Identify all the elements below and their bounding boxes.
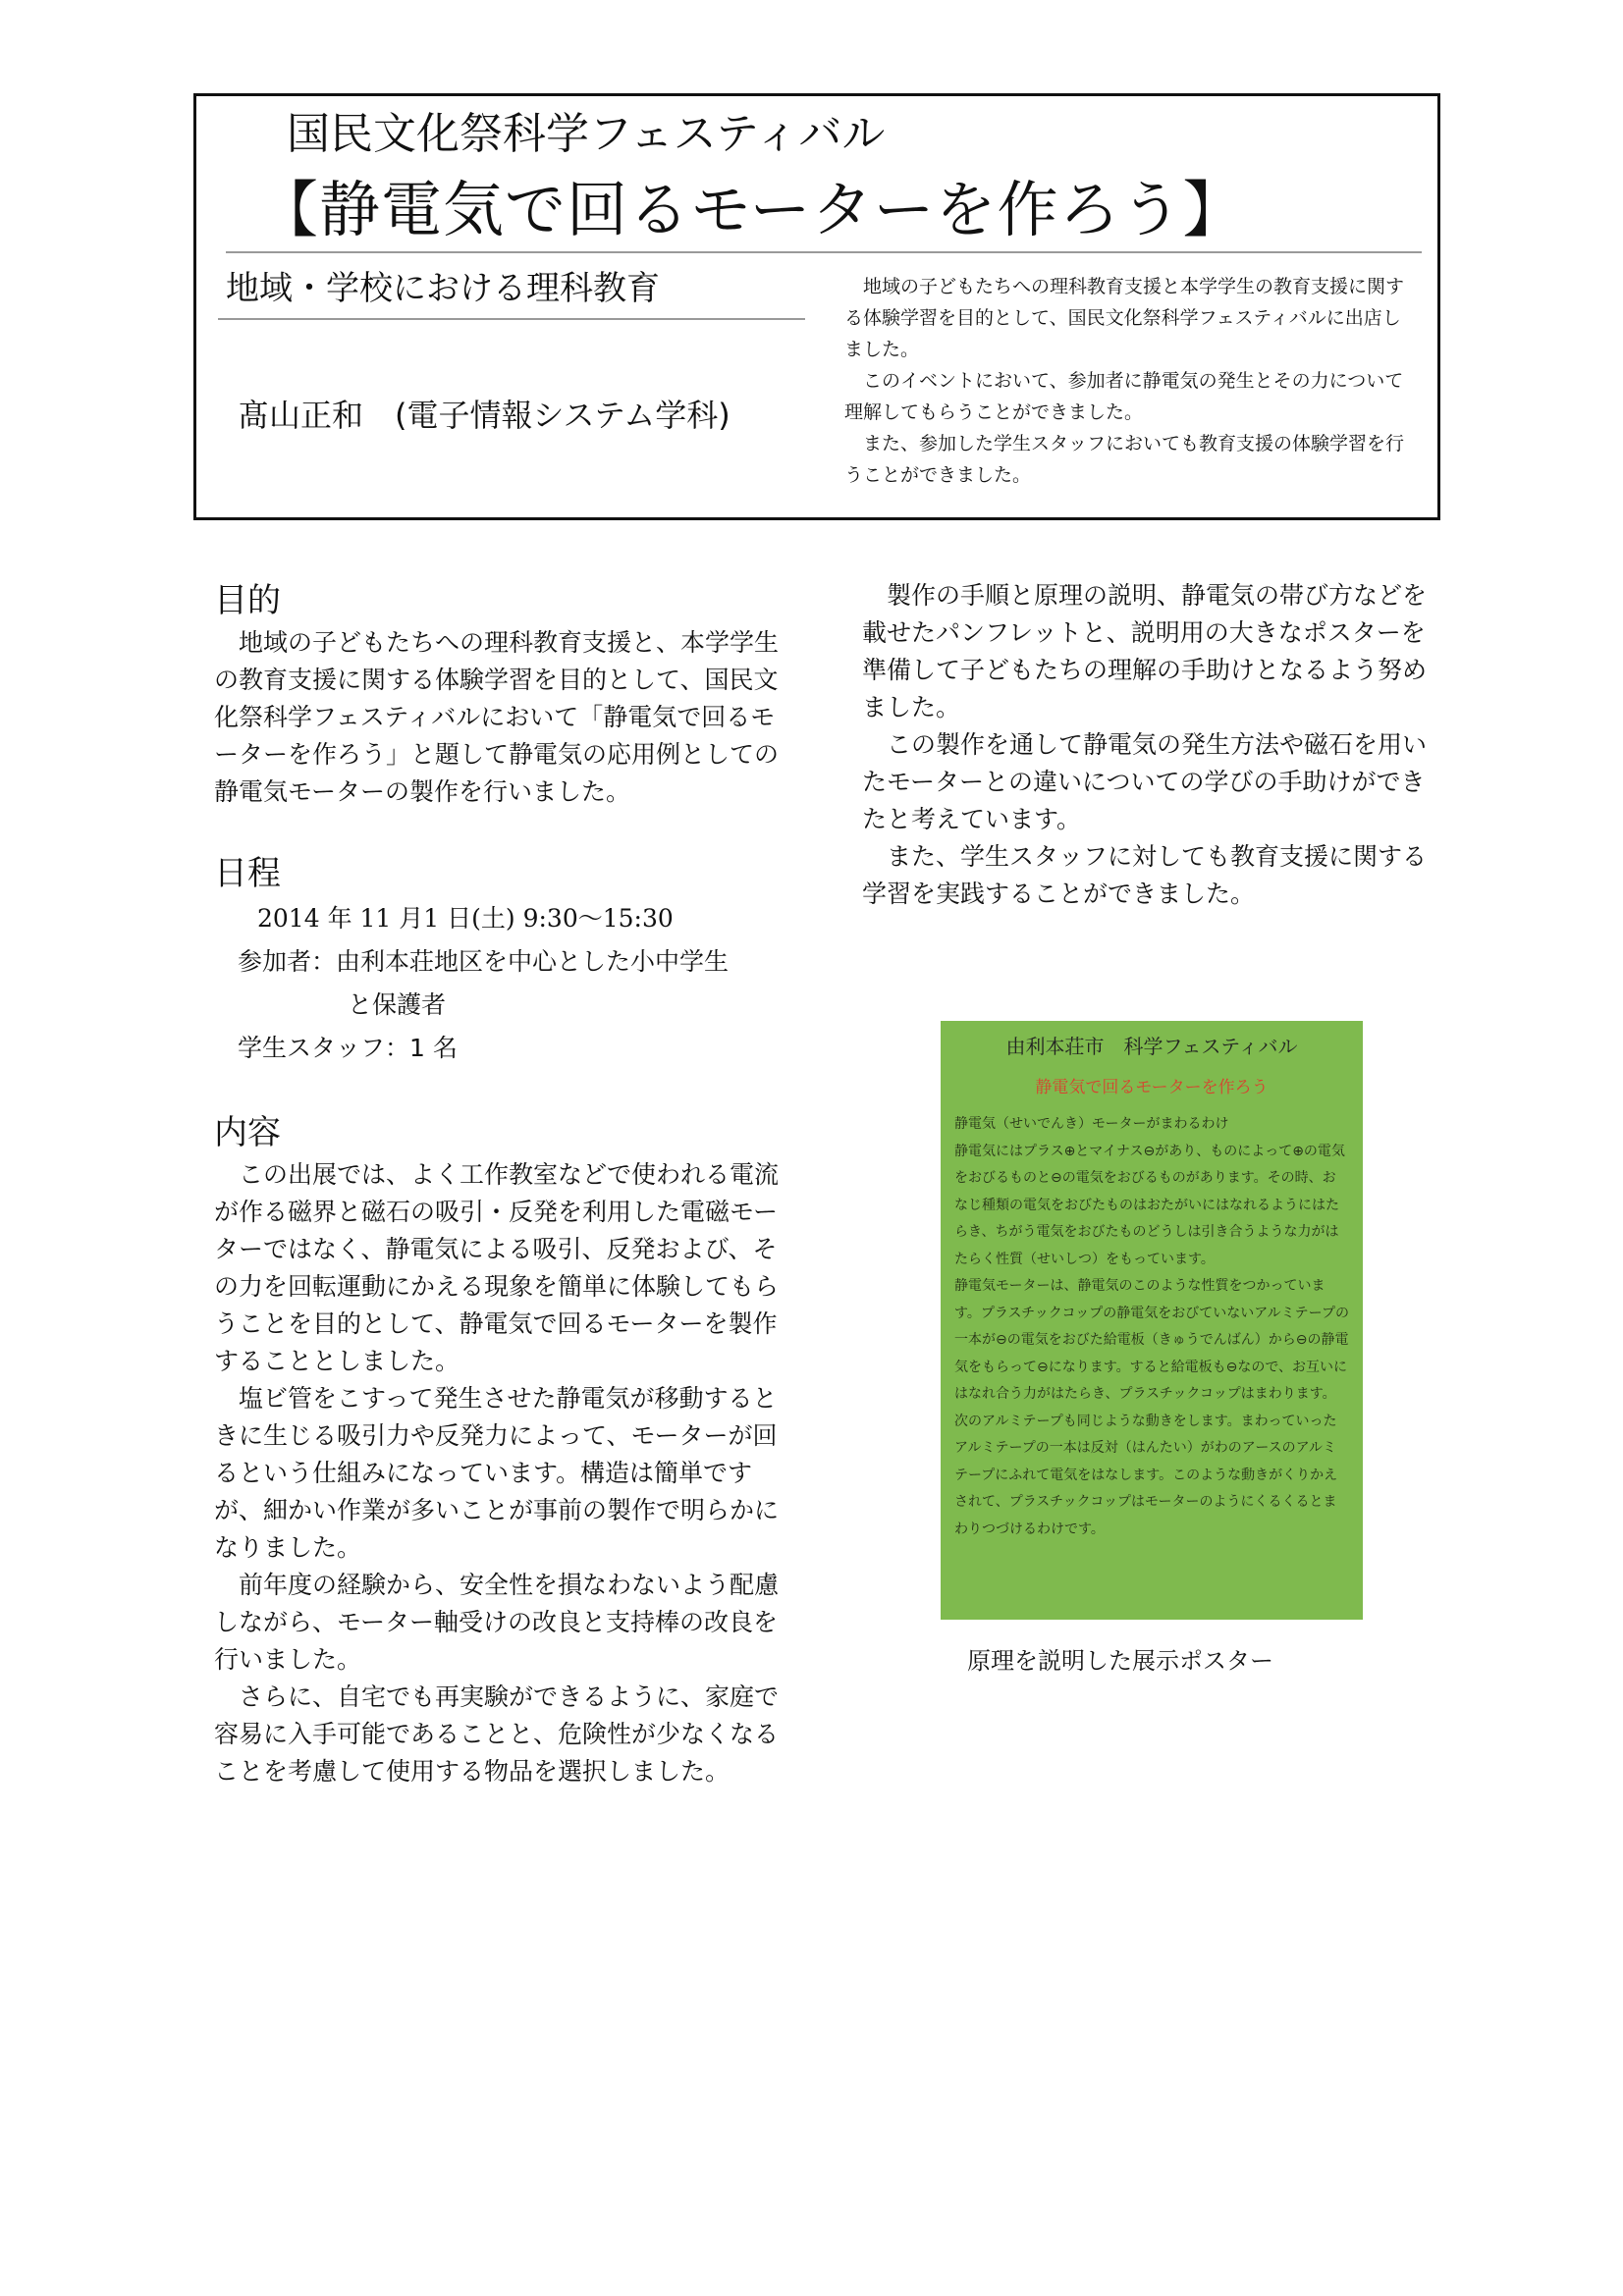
right-paragraph: また、学生スタッフに対しても教育支援に関する学習を実践することができました。	[862, 842, 1428, 908]
schedule-participants: 参加者：由利本荘地区を中心とした小中学生	[238, 947, 730, 976]
purpose-paragraph: 地域の子どもたちへの理科教育支援と、本学学生の教育支援に関する体験学習を目的として、国民文化祭科学フェスティバルにおいて「静電気で回るモーターを作ろう」と題して静電気の応用例としての静電気モーターの製作を行いました。	[214, 628, 780, 806]
poster-photo	[941, 1021, 1363, 1620]
content-paragraph: この出展では、よく工作教室などで使われる電流が作る磁界と磁石の吸引・反発を利用した電磁モーターではなく、静電気による吸引、反発および、その力を回転運動にかえる現象を簡単に体験してもらうことを目的として、静電気で回るモーターを製作することとしました。	[214, 1160, 780, 1375]
content-paragraph: 前年度の経験から、安全性を損なわないよう配慮しながら、モーター軸受けの改良と支持棒の改良を行いました。	[214, 1571, 780, 1674]
event-name: 国民文化祭科学フェスティバル	[287, 109, 886, 159]
schedule-participants-cont: と保護者	[348, 990, 447, 1019]
poster-title: 由利本荘市 科学フェスティバル	[1005, 1035, 1298, 1058]
content-paragraph: さらに、自宅でも再実験ができるように、家庭で容易に入手可能であることと、危険性が少なくなることを考慮して使用する物品を選択しました。	[214, 1682, 780, 1786]
purpose-heading: 目的	[214, 581, 281, 620]
schedule-date: 2014 年 11 月1 日(土) 9:30〜15:30	[257, 904, 674, 933]
right-column	[862, 577, 1441, 913]
content-section	[214, 1109, 793, 1790]
right-paragraph: 製作の手順と原理の説明、静電気の帯び方などを載せたパンフレットと、説明用の大きなポスターを準備して子どもたちの理解の手助けとなるよう努めました。	[862, 581, 1428, 721]
summary-paragraph: このイベントにおいて、参加者に静電気の発生とその力について理解してもらうことができました。	[844, 370, 1404, 423]
poster-line: 静電気モーターは、静電気のこのような性質をつかっています。プラスチックコップの静電気をおびていないアルミテープの一本が⊖の電気をおびた給電板（きゅうでんばん）から⊖の静電気をもらって⊖になります。すると給電板も⊖なので、お互いにはなれ合う力がはたらき、プラスチックコップはまわります。次のアルミテープも同じような動きをします。まわっていったアルミテープの一本は反対（はんたい）がわのアースのアルミテープにふれて電気をはなします。このような動きがくりかえされて、プラスチックコップはモーターのようにくるくるとまわりつづけるわけです。	[954, 1278, 1349, 1537]
purpose-section	[214, 577, 793, 811]
poster-caption: 原理を説明した展示ポスター	[967, 1647, 1273, 1675]
category-label: 地域・学校における理科教育	[226, 269, 660, 308]
poster-line: 静電気（せいでんき）モーターがまわるわけ	[954, 1116, 1229, 1132]
category-divider	[218, 318, 805, 320]
schedule-section	[214, 850, 793, 1070]
right-paragraph: この製作を通して静電気の発生方法や磁石を用いたモーターとの違いについての学びの手助けができたと考えています。	[862, 730, 1428, 833]
poster-body	[954, 1111, 1349, 1543]
author: 髙山正和 (電子情報システム学科)	[238, 397, 730, 434]
poster-line: 静電気にはプラス⊕とマイナス⊖があり、ものによって⊕の電気をおびるものと⊖の電気をおびるものがあります。その時、おなじ種類の電気をおびたものはおたがいにはなれるようにはたらき、ちがう電気をおびたものどうしは引き合うような力がはたらく性質（せいしつ）をもっています。	[954, 1143, 1345, 1267]
title-divider	[226, 251, 1422, 253]
content-paragraph: 塩ビ管をこすって発生させた静電気が移動するときに生じる吸引力や反発力によって、モーターが回るという仕組みになっています。構造は簡単ですが、細かい作業が多いことが事前の製作で明らかになりました。	[214, 1384, 780, 1562]
summary	[844, 271, 1408, 491]
page-title: 【静電気で回るモーターを作ろう】	[257, 174, 1245, 245]
left-column	[214, 577, 793, 1790]
content-heading: 内容	[214, 1113, 281, 1152]
summary-paragraph: また、参加した学生スタッフにおいても教育支援の体験学習を行うことができました。	[844, 433, 1405, 486]
schedule-staff: 学生スタッフ：1 名	[238, 1034, 458, 1062]
summary-paragraph: 地域の子どもたちへの理科教育支援と本学学生の教育支援に関する体験学習を目的として、国民文化祭科学フェスティバルに出店しました。	[844, 276, 1405, 360]
header-box	[193, 93, 1440, 520]
poster-subtitle: 静電気で回るモーターを作ろう	[1035, 1078, 1269, 1097]
schedule-heading: 日程	[214, 854, 281, 893]
